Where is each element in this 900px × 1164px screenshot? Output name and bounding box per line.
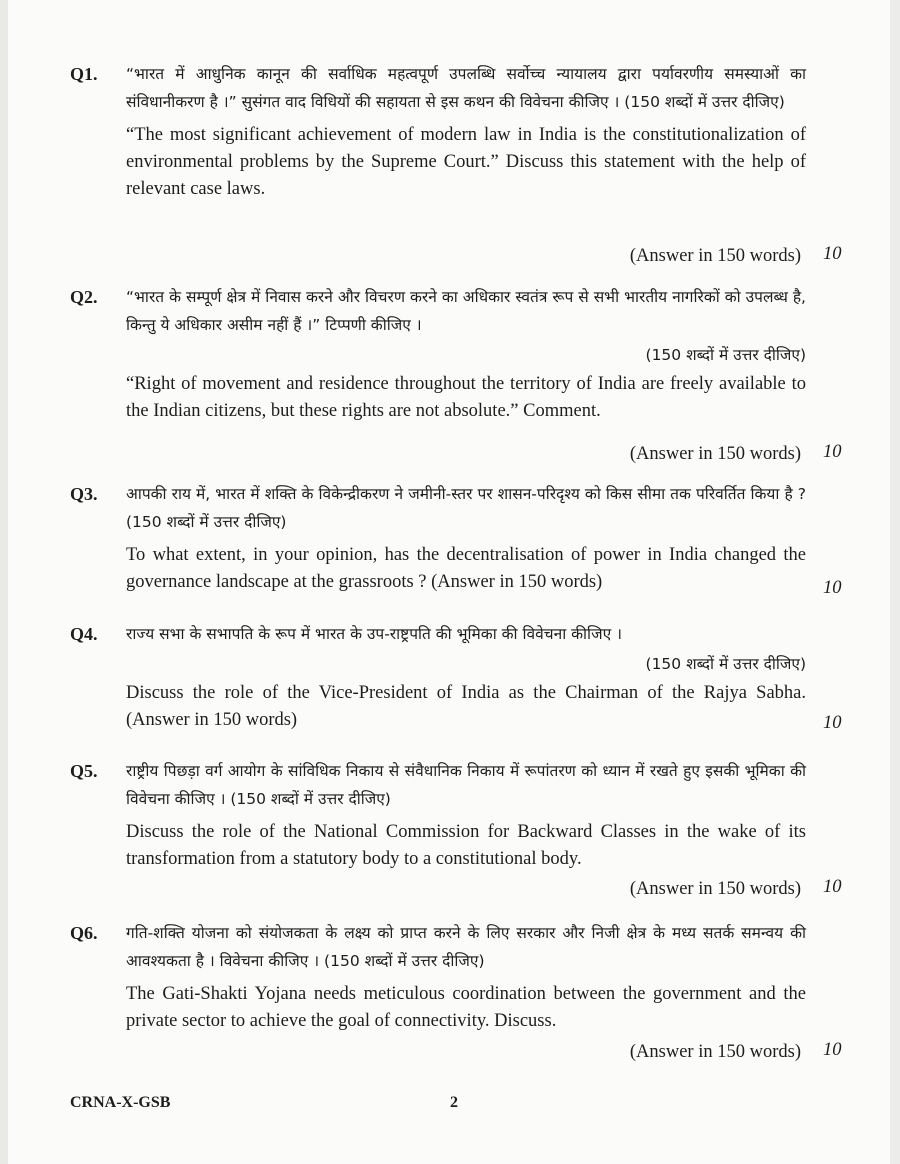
answer-row (126, 440, 806, 468)
question-text-english: “The most significant achievement of modern law in India is the constitutionalization of environmental problems by the Supreme Court.” Discuss this statement with the help of relevant case laws. (126, 125, 806, 199)
question-text-hindi: “भारत के सम्पूर्ण क्षेत्र में निवास करने और विचरण करने का अधिकार स्वतंत्र रूप से सभी भारतीय नागरिकों को उपलब्ध है, किन्तु ये अधिकार असीम नहीं हैं ।” टिप्पणी कीजिए । (126, 288, 806, 334)
question-marks: 10 (823, 244, 842, 264)
question-text-english (126, 542, 806, 596)
answer-word-limit: (Answer in 150 words) (629, 246, 801, 266)
question-text-english: The Gati-Shakti Yojana needs meticulous coordination between the government and the private sector to achieve the goal of connectivity. Discuss. (126, 984, 806, 1031)
question-marks: 10 (823, 1040, 842, 1060)
question-body (126, 480, 806, 596)
question-text-english (126, 680, 806, 734)
question-body (126, 757, 806, 873)
question-marks: 10 (823, 877, 842, 897)
question-marks: 10 (823, 442, 842, 462)
hindi-word-limit: (150 शब्दों में उत्तर दीजिए) (645, 346, 806, 364)
question-number: Q2. (70, 287, 98, 307)
answer-word-limit: (Answer in 150 words) (431, 572, 603, 592)
answer-word-limit: (Answer in 150 words) (629, 879, 801, 899)
page-number: 2 (450, 1094, 458, 1111)
question-number: Q3. (70, 484, 98, 504)
answer-row (126, 242, 806, 270)
paper-code: CRNA-X-GSB (70, 1094, 171, 1111)
question-text-hindi: राज्य सभा के सभापति के रूप में भारत के उप-राष्ट्रपति की भूमिका की विवेचना कीजिए । (126, 625, 622, 643)
question-marks: 10 (823, 578, 842, 598)
question-body (126, 283, 806, 425)
hindi-word-limit: (150 शब्दों में उत्तर दीजिए) (645, 655, 806, 673)
question-number: Q1. (70, 64, 98, 84)
question-text-english-main: Discuss the role of the Vice-President of India as the Chairman of the Rajya Sabha. (126, 683, 806, 703)
question-text-hindi: “भारत में आधुनिक कानून की सर्वाधिक महत्वपूर्ण उपलब्धि सर्वोच्च न्यायालय द्वारा पर्यावरणीय समस्याओं का संविधानीकरण है ।” सुसंगत वाद विधियों की सहायता से इस कथन की विवेचना कीजिए । (150 शब्दों में उत्तर दीजिए) (126, 65, 806, 111)
question-body (126, 919, 806, 1035)
question-text-english: Discuss the role of the National Commission for Backward Classes in the wake of its transformation from a statutory body to a constitutional body. (126, 822, 806, 869)
question-marks: 10 (823, 713, 842, 733)
question-text-hindi: राष्ट्रीय पिछड़ा वर्ग आयोग के सांविधिक निकाय से संवैधानिक निकाय में रूपांतरण को ध्यान में रखते हुए इसकी भूमिका की विवेचना कीजिए । (150 शब्दों में उत्तर दीजिए) (126, 762, 806, 808)
question-number: Q6. (70, 923, 98, 943)
answer-row (126, 1038, 806, 1066)
answer-word-limit: (Answer in 150 words) (629, 444, 801, 464)
answer-row (126, 875, 806, 903)
question-body (126, 620, 806, 734)
answer-word-limit: (Answer in 150 words) (629, 1042, 801, 1062)
question-text-hindi: गति-शक्ति योजना को संयोजकता के लक्ष्य को प्राप्त करने के लिए सरकार और निजी क्षेत्र के मध्य सतर्क समन्वय की आवश्यकता है । विवेचना कीजिए । (150 शब्दों में उत्तर दीजिए) (126, 924, 806, 970)
question-text-english: “Right of movement and residence throughout the territory of India are freely available to the Indian citizens, but these rights are not absolute.” Comment. (126, 374, 806, 421)
question-text-english-main: To what extent, in your opinion, has the decentralisation of power in India changed the governance landscape at the grassroots ? (126, 545, 806, 592)
question-number: Q5. (70, 761, 98, 781)
question-text-hindi: आपकी राय में, भारत में शक्ति के विकेन्द्रीकरण ने जमीनी-स्तर पर शासन-परिदृश्य को किस सीमा तक परिवर्तित किया है ? (150 शब्दों में उत्तर दीजिए) (126, 485, 806, 531)
question-number: Q4. (70, 624, 98, 644)
answer-word-limit: (Answer in 150 words) (126, 710, 298, 730)
question-body (126, 60, 806, 203)
